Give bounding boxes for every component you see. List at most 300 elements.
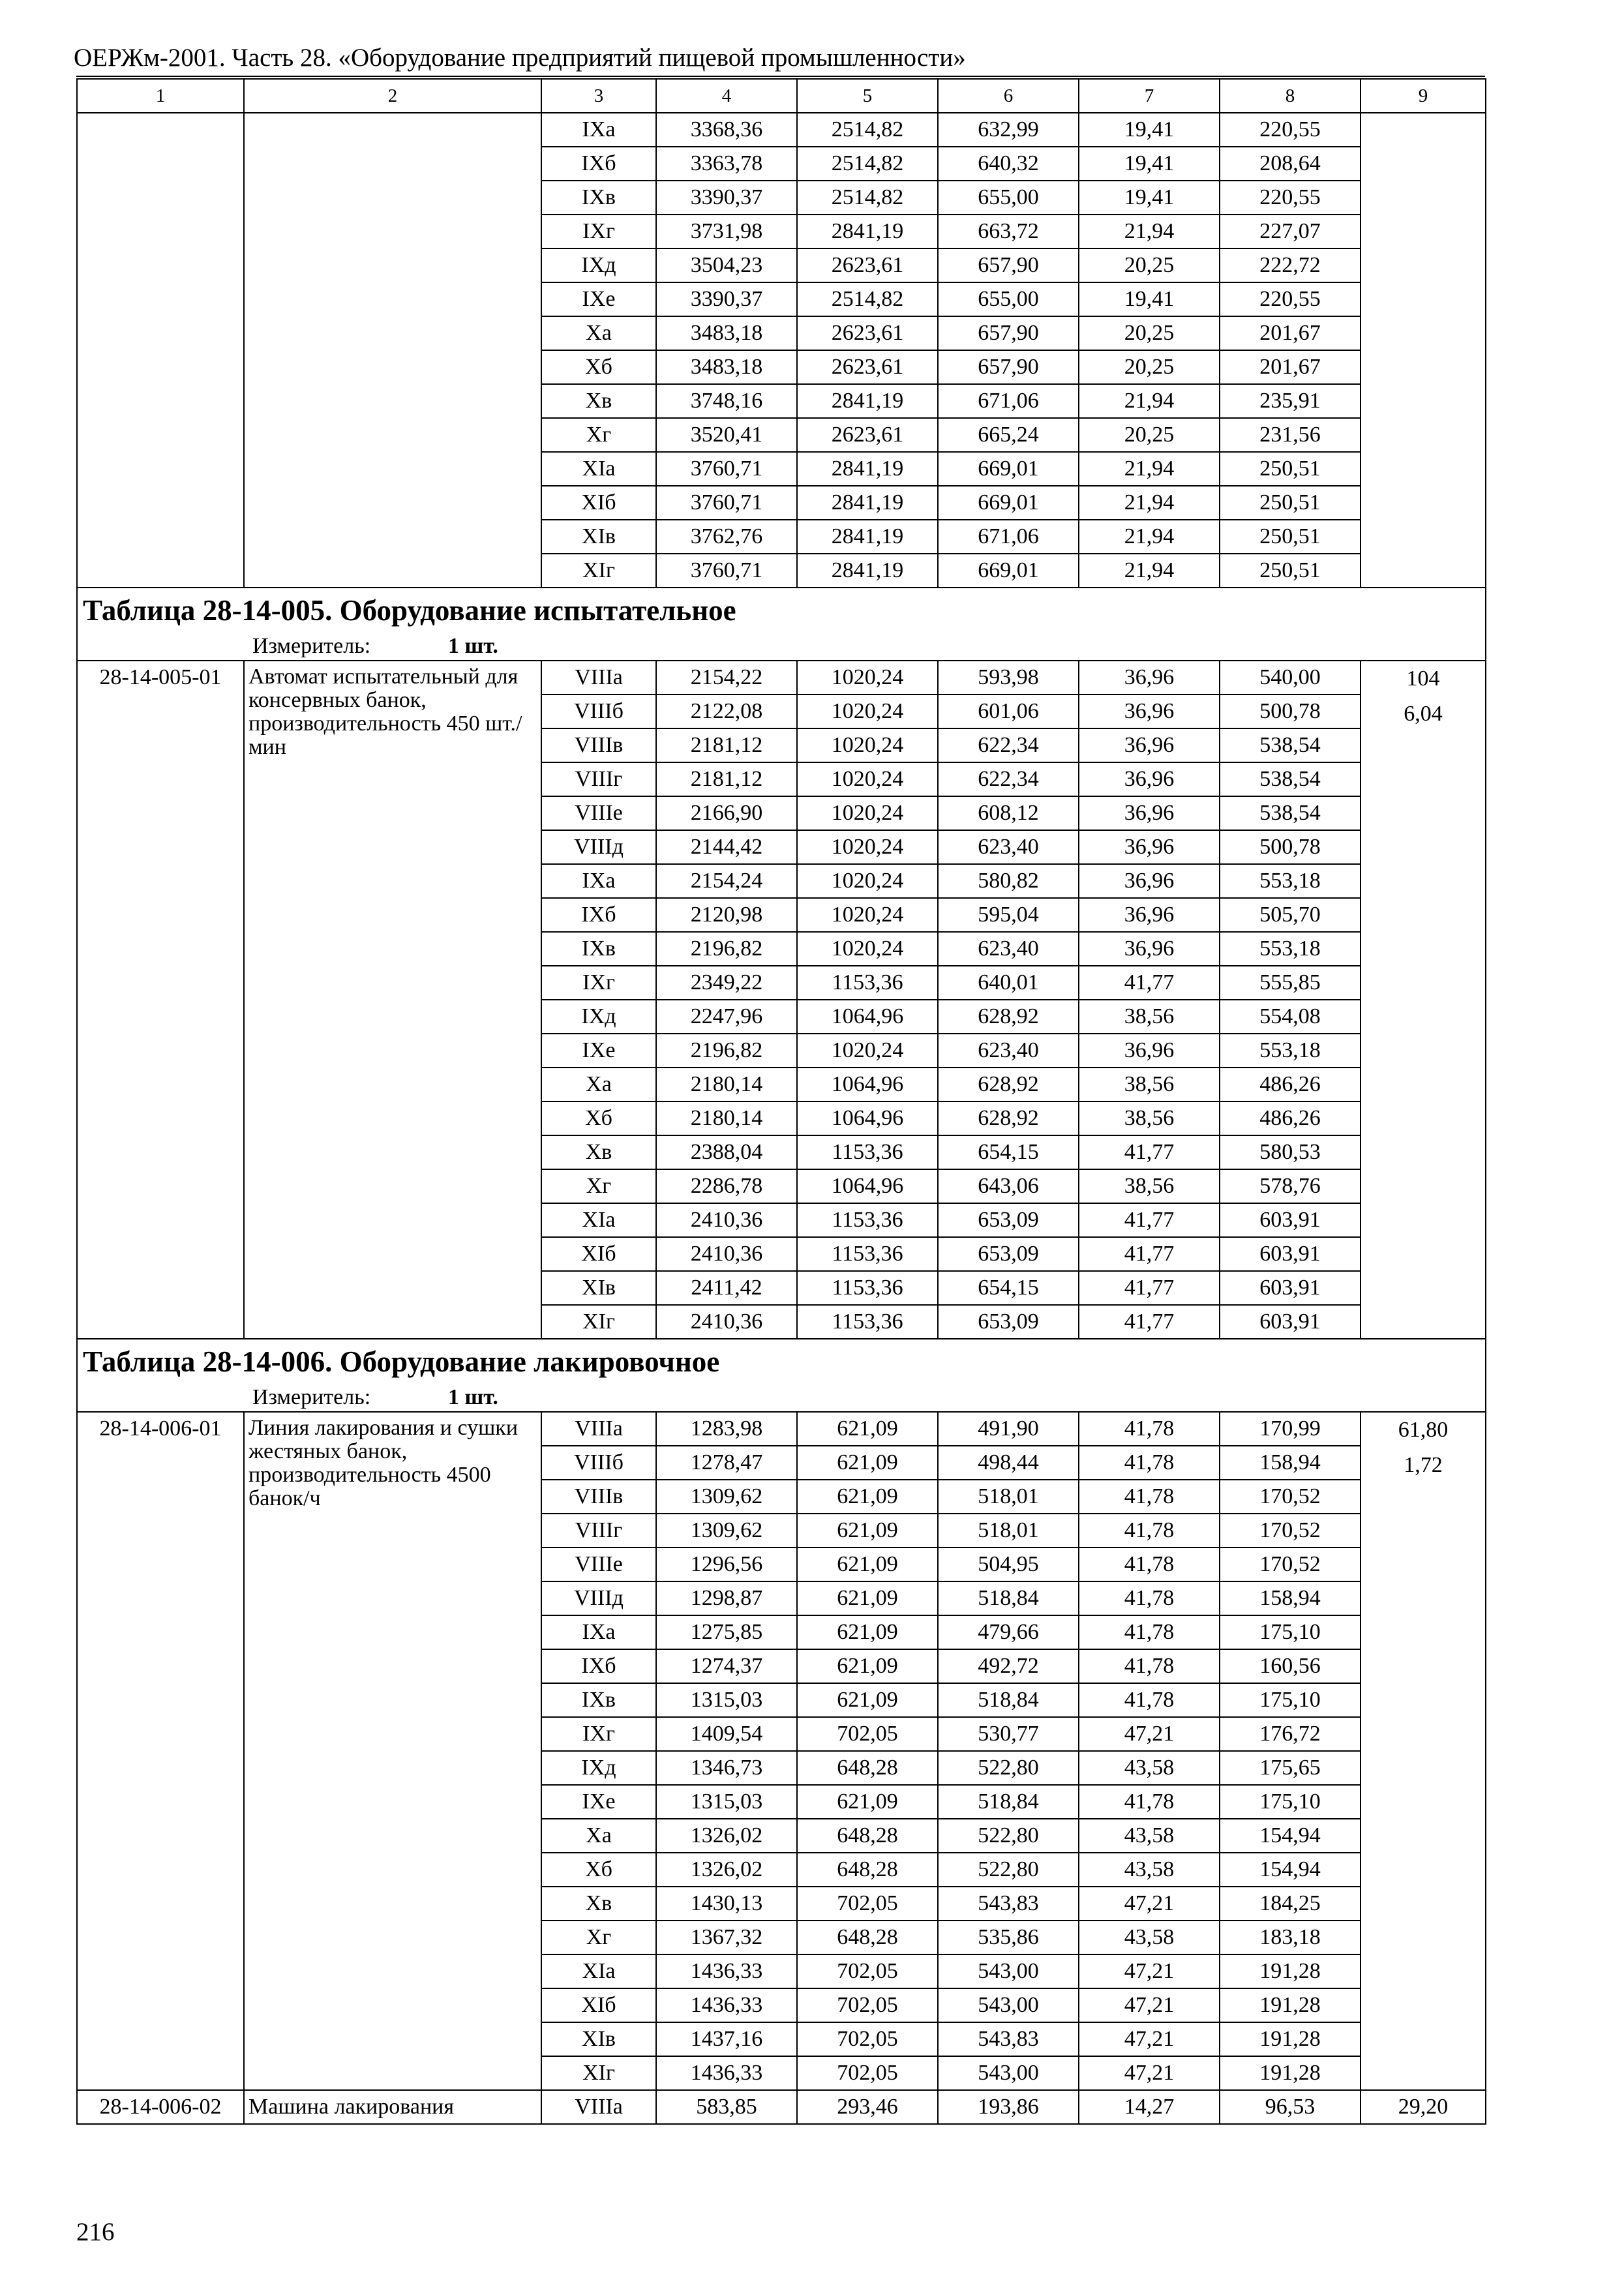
column-number: 4 — [656, 79, 797, 113]
value-cell: 1153,36 — [797, 966, 938, 1000]
value-cell: 1020,24 — [797, 728, 938, 762]
value-cell: 632,99 — [938, 113, 1079, 147]
value-cell: 1283,98 — [656, 1412, 797, 1446]
value-cell: 36,96 — [1079, 1034, 1220, 1068]
value-cell: 36,96 — [1079, 661, 1220, 695]
value-cell: 1064,96 — [797, 1169, 938, 1203]
region-cell: IXа — [541, 113, 656, 147]
value-cell: 538,54 — [1220, 796, 1361, 830]
value-cell: 43,58 — [1079, 1921, 1220, 1954]
value-cell: 208,64 — [1220, 147, 1361, 181]
region-cell: XIг — [541, 2056, 656, 2090]
region-cell: IXг — [541, 215, 656, 248]
value-cell: 522,80 — [938, 1853, 1079, 1887]
value-cell: 3363,78 — [656, 147, 797, 181]
value-cell: 47,21 — [1079, 2022, 1220, 2056]
value-cell: 580,82 — [938, 864, 1079, 898]
value-cell: 518,84 — [938, 1683, 1079, 1717]
value-cell: 227,07 — [1220, 215, 1361, 248]
value-cell: 648,28 — [797, 1921, 938, 1954]
value-cell: 603,91 — [1220, 1203, 1361, 1237]
value-cell: 655,00 — [938, 282, 1079, 316]
value-cell: 29,20 — [1361, 2090, 1486, 2124]
value-cell: 543,00 — [938, 1954, 1079, 1988]
value-cell: 2410,36 — [656, 1203, 797, 1237]
value-cell: 665,24 — [938, 418, 1079, 452]
value-cell: 1020,24 — [797, 932, 938, 966]
value-cell: 3760,71 — [656, 554, 797, 588]
region-cell: Xв — [541, 1887, 656, 1921]
value-cell: 41,77 — [1079, 1135, 1220, 1169]
col9-value: 61,80 — [1398, 1418, 1449, 1442]
value-cell: 3483,18 — [656, 316, 797, 350]
value-cell: 38,56 — [1079, 1169, 1220, 1203]
value-cell: 47,21 — [1079, 1954, 1220, 1988]
value-cell: 543,83 — [938, 2022, 1079, 2056]
item-code: 28-14-006-02 — [77, 2090, 244, 2124]
col9-value: 104 — [1406, 666, 1440, 691]
value-cell: 154,94 — [1220, 1819, 1361, 1853]
value-cell: 2349,22 — [656, 966, 797, 1000]
value-cell: 43,58 — [1079, 1819, 1220, 1853]
value-cell: 170,52 — [1220, 1514, 1361, 1548]
measure-value: 1 шт. — [448, 633, 498, 658]
value-cell: 603,91 — [1220, 1237, 1361, 1271]
value-cell: 19,41 — [1079, 282, 1220, 316]
value-cell: 648,28 — [797, 1819, 938, 1853]
value-cell: 1274,37 — [656, 1649, 797, 1683]
value-cell: 1064,96 — [797, 1068, 938, 1101]
value-cell: 543,00 — [938, 1988, 1079, 2022]
value-cell: 2247,96 — [656, 1000, 797, 1034]
value-cell: 492,72 — [938, 1649, 1079, 1683]
item-name: Автомат испытательный для консервных банок, производительность 450 шт./мин — [244, 661, 541, 1339]
value-cell: 1275,85 — [656, 1615, 797, 1649]
value-cell: 2514,82 — [797, 147, 938, 181]
value-cell: 1020,24 — [797, 830, 938, 864]
value-cell: 250,51 — [1220, 520, 1361, 554]
empty-col9-cell — [1361, 113, 1486, 588]
value-cell: 628,92 — [938, 1101, 1079, 1135]
value-cell: 622,34 — [938, 762, 1079, 796]
value-cell: 702,05 — [797, 1988, 938, 2022]
value-cell: 41,78 — [1079, 1615, 1220, 1649]
value-cell: 1315,03 — [656, 1683, 797, 1717]
value-cell: 657,90 — [938, 248, 1079, 282]
region-cell: IXд — [541, 248, 656, 282]
value-cell: 580,53 — [1220, 1135, 1361, 1169]
value-cell: 518,01 — [938, 1514, 1079, 1548]
value-cell: 191,28 — [1220, 2056, 1361, 2090]
value-cell: 2196,82 — [656, 932, 797, 966]
value-cell: 535,86 — [938, 1921, 1079, 1954]
value-cell: 486,26 — [1220, 1068, 1361, 1101]
value-cell: 41,78 — [1079, 1581, 1220, 1615]
region-cell: VIIIа — [541, 2090, 656, 2124]
value-cell: 518,84 — [938, 1785, 1079, 1819]
value-cell: 43,58 — [1079, 1853, 1220, 1887]
table-section-title: Таблица 28-14-005. Оборудование испытательное — [77, 588, 1486, 632]
value-cell: 2286,78 — [656, 1169, 797, 1203]
region-cell: XIб — [541, 1988, 656, 2022]
region-cell: IXе — [541, 282, 656, 316]
value-cell: 2514,82 — [797, 113, 938, 147]
value-cell: 621,09 — [797, 1649, 938, 1683]
value-cell: 2180,14 — [656, 1068, 797, 1101]
value-cell: 41,78 — [1079, 1480, 1220, 1514]
value-cell: 235,91 — [1220, 384, 1361, 418]
price-table — [76, 78, 1486, 2125]
value-cell: 36,96 — [1079, 762, 1220, 796]
value-cell: 20,25 — [1079, 316, 1220, 350]
region-cell: IXе — [541, 1034, 656, 1068]
measure-row — [77, 1383, 1486, 1412]
value-cell: 222,72 — [1220, 248, 1361, 282]
value-cell: 653,09 — [938, 1305, 1079, 1339]
value-cell: 603,91 — [1220, 1271, 1361, 1305]
value-cell: 479,66 — [938, 1615, 1079, 1649]
value-cell: 500,78 — [1220, 695, 1361, 728]
region-cell: VIIIд — [541, 830, 656, 864]
value-cell: 36,96 — [1079, 695, 1220, 728]
value-cell: 522,80 — [938, 1751, 1079, 1785]
value-cell: 41,78 — [1079, 1649, 1220, 1683]
value-cell: 3760,71 — [656, 486, 797, 520]
page-number: 216 — [76, 2218, 115, 2246]
region-cell: XIв — [541, 1271, 656, 1305]
column-number: 5 — [797, 79, 938, 113]
value-cell: 3520,41 — [656, 418, 797, 452]
value-cell: 505,70 — [1220, 898, 1361, 932]
value-cell: 663,72 — [938, 215, 1079, 248]
column-number: 8 — [1220, 79, 1361, 113]
value-cell: 2120,98 — [656, 898, 797, 932]
value-cell: 2410,36 — [656, 1237, 797, 1271]
value-cell: 1020,24 — [797, 661, 938, 695]
value-cell: 41,78 — [1079, 1514, 1220, 1548]
region-cell: VIIIг — [541, 1514, 656, 1548]
value-cell: 47,21 — [1079, 1887, 1220, 1921]
region-cell: VIIIа — [541, 1412, 656, 1446]
value-cell: 158,94 — [1220, 1446, 1361, 1480]
value-cell: 623,40 — [938, 830, 1079, 864]
region-cell: Xб — [541, 1853, 656, 1887]
region-cell: VIIIе — [541, 796, 656, 830]
value-cell: 175,10 — [1220, 1615, 1361, 1649]
value-cell: 1064,96 — [797, 1000, 938, 1034]
table-row — [77, 2090, 1486, 2124]
value-cell: 1309,62 — [656, 1514, 797, 1548]
column-number: 9 — [1361, 79, 1486, 113]
region-cell: IXа — [541, 1615, 656, 1649]
value-cell: 176,72 — [1220, 1717, 1361, 1751]
value-cell: 555,85 — [1220, 966, 1361, 1000]
value-cell: 2841,19 — [797, 215, 938, 248]
value-cell: 621,09 — [797, 1412, 938, 1446]
value-cell: 191,28 — [1220, 2022, 1361, 2056]
region-cell: Xа — [541, 1068, 656, 1101]
region-cell: XIг — [541, 1305, 656, 1339]
value-cell: 2181,12 — [656, 728, 797, 762]
value-cell: 622,34 — [938, 728, 1079, 762]
value-cell: 1346,73 — [656, 1751, 797, 1785]
value-cell: 47,21 — [1079, 1988, 1220, 2022]
value-cell: 41,78 — [1079, 1446, 1220, 1480]
value-cell: 504,95 — [938, 1548, 1079, 1581]
value-cell: 702,05 — [797, 1954, 938, 1988]
value-cell: 538,54 — [1220, 762, 1361, 796]
column-number: 2 — [244, 79, 541, 113]
value-cell: 654,15 — [938, 1135, 1079, 1169]
value-cell: 154,94 — [1220, 1853, 1361, 1887]
value-cell: 36,96 — [1079, 864, 1220, 898]
value-cell: 191,28 — [1220, 1954, 1361, 1988]
value-cell: 220,55 — [1220, 113, 1361, 147]
value-cell: 702,05 — [797, 1887, 938, 1921]
value-cell: 3748,16 — [656, 384, 797, 418]
value-cell: 21,94 — [1079, 554, 1220, 588]
value-cell: 1326,02 — [656, 1853, 797, 1887]
value-cell: 250,51 — [1220, 486, 1361, 520]
item-name: Линия лакирования и сушки жестяных банок, производительность 4500 банок/ч — [244, 1412, 541, 2090]
value-cell: 1436,33 — [656, 1988, 797, 2022]
value-cell: 1153,36 — [797, 1271, 938, 1305]
value-cell: 1020,24 — [797, 1034, 938, 1068]
col9-value: 6,04 — [1404, 702, 1443, 726]
value-cell: 2196,82 — [656, 1034, 797, 1068]
value-cell: 491,90 — [938, 1412, 1079, 1446]
value-cell: 175,10 — [1220, 1785, 1361, 1819]
value-cell: 170,52 — [1220, 1480, 1361, 1514]
value-cell: 1315,03 — [656, 1785, 797, 1819]
value-cell: 2166,90 — [656, 796, 797, 830]
item-col9-cell — [1361, 1412, 1486, 2090]
value-cell: 3368,36 — [656, 113, 797, 147]
value-cell: 2841,19 — [797, 452, 938, 486]
value-cell: 657,90 — [938, 316, 1079, 350]
value-cell: 1020,24 — [797, 898, 938, 932]
value-cell: 669,01 — [938, 486, 1079, 520]
region-cell: IXб — [541, 147, 656, 181]
value-cell: 1430,13 — [656, 1887, 797, 1921]
measure-label: Измеритель: — [252, 1384, 371, 1409]
value-cell: 608,12 — [938, 796, 1079, 830]
region-cell: XIа — [541, 452, 656, 486]
region-cell: IXв — [541, 1683, 656, 1717]
value-cell: 43,58 — [1079, 1751, 1220, 1785]
value-cell: 2411,42 — [656, 1271, 797, 1305]
value-cell: 3760,71 — [656, 452, 797, 486]
region-cell: VIIIб — [541, 1446, 656, 1480]
value-cell: 2623,61 — [797, 418, 938, 452]
region-cell: XIа — [541, 1203, 656, 1237]
value-cell: 621,09 — [797, 1514, 938, 1548]
value-cell: 2514,82 — [797, 181, 938, 215]
value-cell: 20,25 — [1079, 248, 1220, 282]
value-cell: 640,01 — [938, 966, 1079, 1000]
table-section-title-row — [77, 1339, 1486, 1383]
table-row — [77, 113, 1486, 147]
value-cell: 1020,24 — [797, 796, 938, 830]
value-cell: 41,78 — [1079, 1548, 1220, 1581]
value-cell: 19,41 — [1079, 181, 1220, 215]
header-rule — [76, 76, 1485, 77]
region-cell: VIIIа — [541, 661, 656, 695]
value-cell: 1409,54 — [656, 1717, 797, 1751]
column-numbers-row — [77, 79, 1486, 113]
region-cell: XIв — [541, 2022, 656, 2056]
region-cell: IXв — [541, 932, 656, 966]
region-cell: IXг — [541, 1717, 656, 1751]
value-cell: 518,84 — [938, 1581, 1079, 1615]
region-cell: VIIIв — [541, 1480, 656, 1514]
value-cell: 250,51 — [1220, 452, 1361, 486]
value-cell: 653,09 — [938, 1237, 1079, 1271]
value-cell: 175,65 — [1220, 1751, 1361, 1785]
value-cell: 41,78 — [1079, 1683, 1220, 1717]
value-cell: 621,09 — [797, 1615, 938, 1649]
value-cell: 36,96 — [1079, 830, 1220, 864]
value-cell: 21,94 — [1079, 452, 1220, 486]
value-cell: 21,94 — [1079, 486, 1220, 520]
value-cell: 655,00 — [938, 181, 1079, 215]
value-cell: 2180,14 — [656, 1101, 797, 1135]
value-cell: 543,83 — [938, 1887, 1079, 1921]
value-cell: 2514,82 — [797, 282, 938, 316]
value-cell: 1020,24 — [797, 762, 938, 796]
value-cell: 1309,62 — [656, 1480, 797, 1514]
table-row — [77, 1412, 1486, 1446]
value-cell: 20,25 — [1079, 350, 1220, 384]
region-cell: VIIIе — [541, 1548, 656, 1581]
value-cell: 1298,87 — [656, 1581, 797, 1615]
value-cell: 540,00 — [1220, 661, 1361, 695]
region-cell: IXб — [541, 898, 656, 932]
value-cell: 640,32 — [938, 147, 1079, 181]
value-cell: 1326,02 — [656, 1819, 797, 1853]
region-cell: XIб — [541, 486, 656, 520]
value-cell: 654,15 — [938, 1271, 1079, 1305]
column-number: 6 — [938, 79, 1079, 113]
region-cell: IXб — [541, 1649, 656, 1683]
value-cell: 41,77 — [1079, 1271, 1220, 1305]
region-cell: Xг — [541, 1169, 656, 1203]
value-cell: 41,78 — [1079, 1785, 1220, 1819]
region-cell: IXа — [541, 864, 656, 898]
value-cell: 669,01 — [938, 554, 1079, 588]
value-cell: 170,52 — [1220, 1548, 1361, 1581]
value-cell: 20,25 — [1079, 418, 1220, 452]
value-cell: 498,44 — [938, 1446, 1079, 1480]
value-cell: 21,94 — [1079, 215, 1220, 248]
region-cell: IXд — [541, 1751, 656, 1785]
value-cell: 1367,32 — [656, 1921, 797, 1954]
value-cell: 1436,33 — [656, 1954, 797, 1988]
measure-cell — [77, 1383, 1486, 1412]
region-cell: IXг — [541, 966, 656, 1000]
value-cell: 41,77 — [1079, 1305, 1220, 1339]
value-cell: 621,09 — [797, 1683, 938, 1717]
region-cell: XIв — [541, 520, 656, 554]
value-cell: 621,09 — [797, 1548, 938, 1581]
value-cell: 1278,47 — [656, 1446, 797, 1480]
value-cell: 38,56 — [1079, 1101, 1220, 1135]
value-cell: 293,46 — [797, 2090, 938, 2124]
value-cell: 2841,19 — [797, 384, 938, 418]
value-cell: 36,96 — [1079, 796, 1220, 830]
value-cell: 1020,24 — [797, 864, 938, 898]
value-cell: 170,99 — [1220, 1412, 1361, 1446]
value-cell: 3731,98 — [656, 215, 797, 248]
value-cell: 2841,19 — [797, 554, 938, 588]
value-cell: 21,94 — [1079, 384, 1220, 418]
measure-row — [77, 632, 1486, 661]
value-cell: 160,56 — [1220, 1649, 1361, 1683]
page-header: ОЕРЖм-2001. Часть 28. «Оборудование предприятий пищевой промышленности» — [74, 44, 966, 72]
value-cell: 621,09 — [797, 1480, 938, 1514]
value-cell: 19,41 — [1079, 147, 1220, 181]
value-cell: 2623,61 — [797, 316, 938, 350]
value-cell: 595,04 — [938, 898, 1079, 932]
value-cell: 583,85 — [656, 2090, 797, 2124]
value-cell: 621,09 — [797, 1785, 938, 1819]
value-cell: 96,53 — [1220, 2090, 1361, 2124]
value-cell: 3762,76 — [656, 520, 797, 554]
value-cell: 41,77 — [1079, 1237, 1220, 1271]
region-cell: Xв — [541, 1135, 656, 1169]
value-cell: 2122,08 — [656, 695, 797, 728]
value-cell: 530,77 — [938, 1717, 1079, 1751]
value-cell: 184,25 — [1220, 1887, 1361, 1921]
col9-value: 1,72 — [1404, 1453, 1443, 1477]
value-cell: 628,92 — [938, 1000, 1079, 1034]
value-cell: 2388,04 — [656, 1135, 797, 1169]
value-cell: 36,96 — [1079, 932, 1220, 966]
value-cell: 621,09 — [797, 1581, 938, 1615]
region-cell: VIIIб — [541, 695, 656, 728]
region-cell: VIIIг — [541, 762, 656, 796]
value-cell: 2181,12 — [656, 762, 797, 796]
value-cell: 21,94 — [1079, 520, 1220, 554]
value-cell: 702,05 — [797, 1717, 938, 1751]
region-cell: IXв — [541, 181, 656, 215]
value-cell: 669,01 — [938, 452, 1079, 486]
table-row — [77, 661, 1486, 695]
value-cell: 671,06 — [938, 384, 1079, 418]
region-cell: VIIIв — [541, 728, 656, 762]
region-cell: Xа — [541, 316, 656, 350]
value-cell: 2410,36 — [656, 1305, 797, 1339]
item-col9-cell — [1361, 661, 1486, 1339]
value-cell: 653,09 — [938, 1203, 1079, 1237]
value-cell: 14,27 — [1079, 2090, 1220, 2124]
value-cell: 2623,61 — [797, 248, 938, 282]
value-cell: 231,56 — [1220, 418, 1361, 452]
value-cell: 578,76 — [1220, 1169, 1361, 1203]
region-cell: IXд — [541, 1000, 656, 1034]
value-cell: 2841,19 — [797, 520, 938, 554]
value-cell: 657,90 — [938, 350, 1079, 384]
value-cell: 518,01 — [938, 1480, 1079, 1514]
measure-label: Измеритель: — [252, 633, 371, 658]
column-number: 7 — [1079, 79, 1220, 113]
value-cell: 538,54 — [1220, 728, 1361, 762]
value-cell: 1153,36 — [797, 1135, 938, 1169]
value-cell: 522,80 — [938, 1819, 1079, 1853]
value-cell: 19,41 — [1079, 113, 1220, 147]
value-cell: 2623,61 — [797, 350, 938, 384]
value-cell: 158,94 — [1220, 1581, 1361, 1615]
